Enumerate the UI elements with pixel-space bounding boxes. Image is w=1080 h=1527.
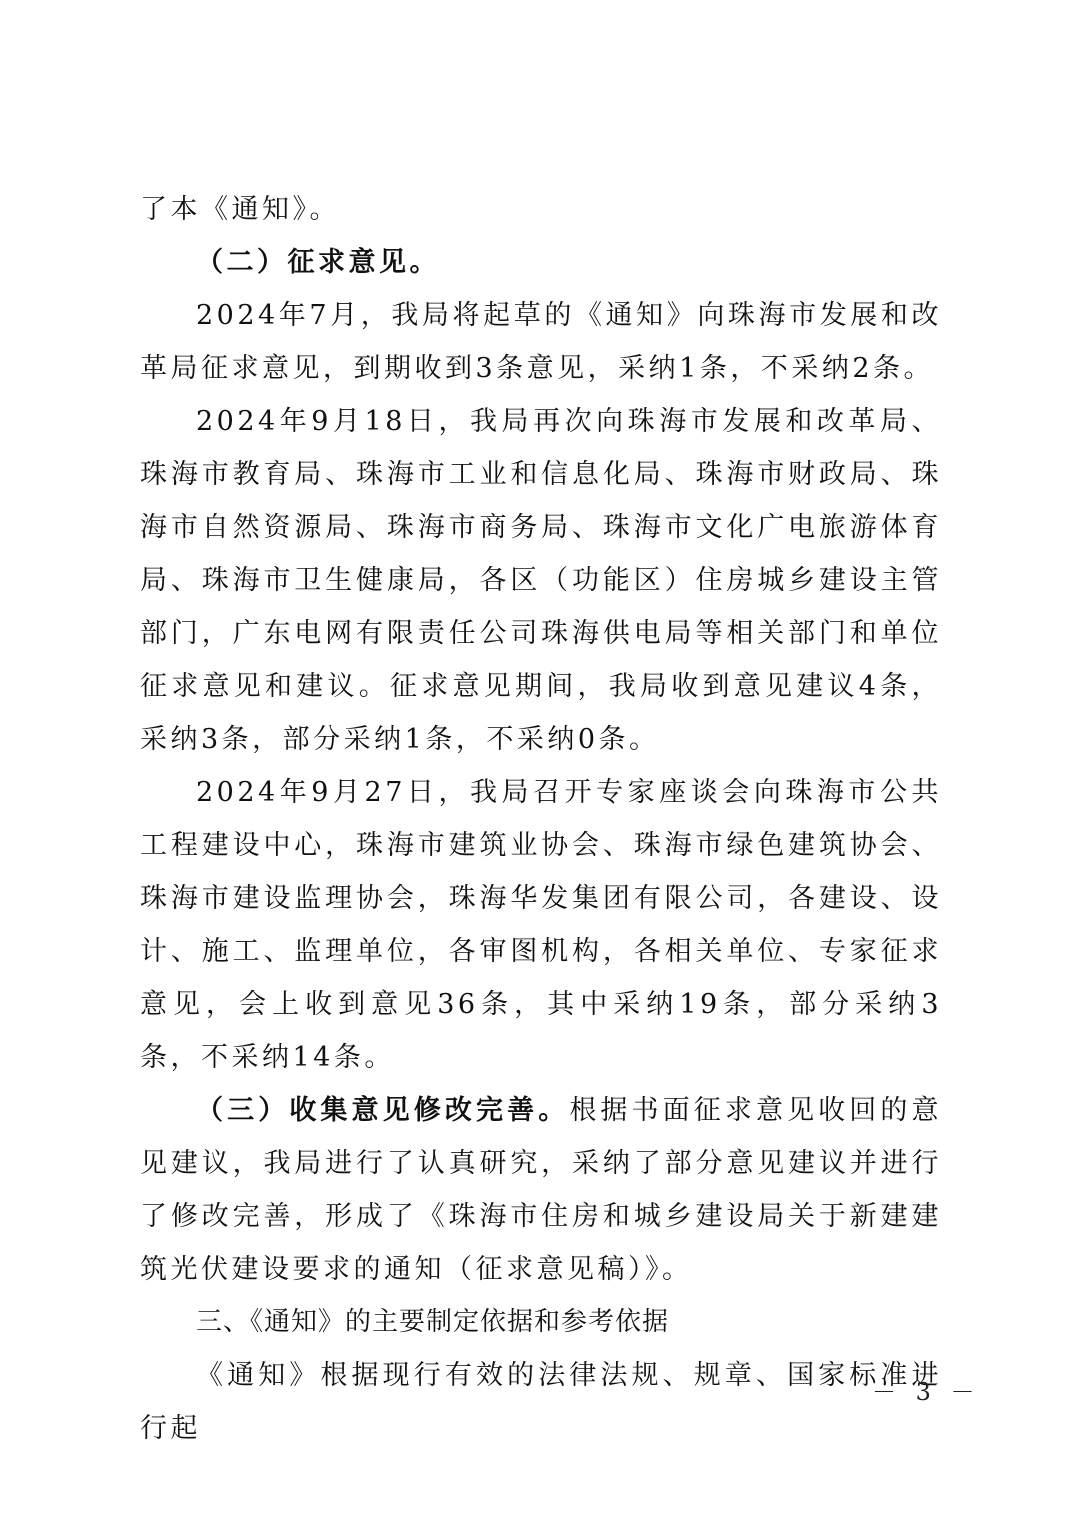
section-title-solicit-opinions: （二）征求意见。 — [196, 247, 440, 278]
paragraph-revise-improve — [140, 1084, 942, 1296]
page-number: － 3 － — [872, 1378, 981, 1406]
paragraph-july-2024: 2024年7月，我局将起草的《通知》向珠海市发展和改革局征求意见，到期收到3条意见，采纳1条，不采纳2条。 — [140, 300, 942, 384]
paragraph-sept-27-2024: 2024年9月27日，我局召开专家座谈会向珠海市公共工程建设中心，珠海市建筑业协会、珠海市绿色建筑协会、珠海市建设监理协会，珠海华发集团有限公司，各建设、设计、施工、监理单位，各审图机构，各相关单位、专家征求意见，会上收到意见36条，其中采纳19条，部分采纳3条，不采纳14条。 — [140, 777, 942, 1073]
section-body-revise: 根据书面征求意见收回的意见建议，我局进行了认真研究，采纳了部分意见建议并进行了修改完善，形成了《珠海市住房和城乡建设局关于新建建筑光伏建设要求的通知（征求意见稿）》。 — [140, 1095, 943, 1285]
paragraph-basis-start: 《通知》根据现行有效的法律法规、规章、国家标准进行起 — [140, 1360, 942, 1444]
heading-basis: 三、《通知》的主要制定依据和参考依据 — [196, 1307, 670, 1337]
paragraph-sept-18-2024: 2024年9月18日，我局再次向珠海市发展和改革局、珠海市教育局、珠海市工业和信息化局、珠海市财政局、珠海市自然资源局、珠海市商务局、珠海市文化广电旅游体育局、珠海市卫生健康局，各区（功能区）住房城乡建设主管部门，广东电网有限责任公司珠海供电局等相关部门和单位征求意见和建议。征求意见期间，我局收到意见建议4条，采纳3条，部分采纳1条，不采纳0条。 — [140, 406, 942, 755]
document-body — [140, 183, 942, 1455]
section-title-revise: （三）收集意见修改完善。 — [196, 1095, 570, 1126]
paragraph-continuation: 了本《通知》。 — [140, 194, 340, 225]
